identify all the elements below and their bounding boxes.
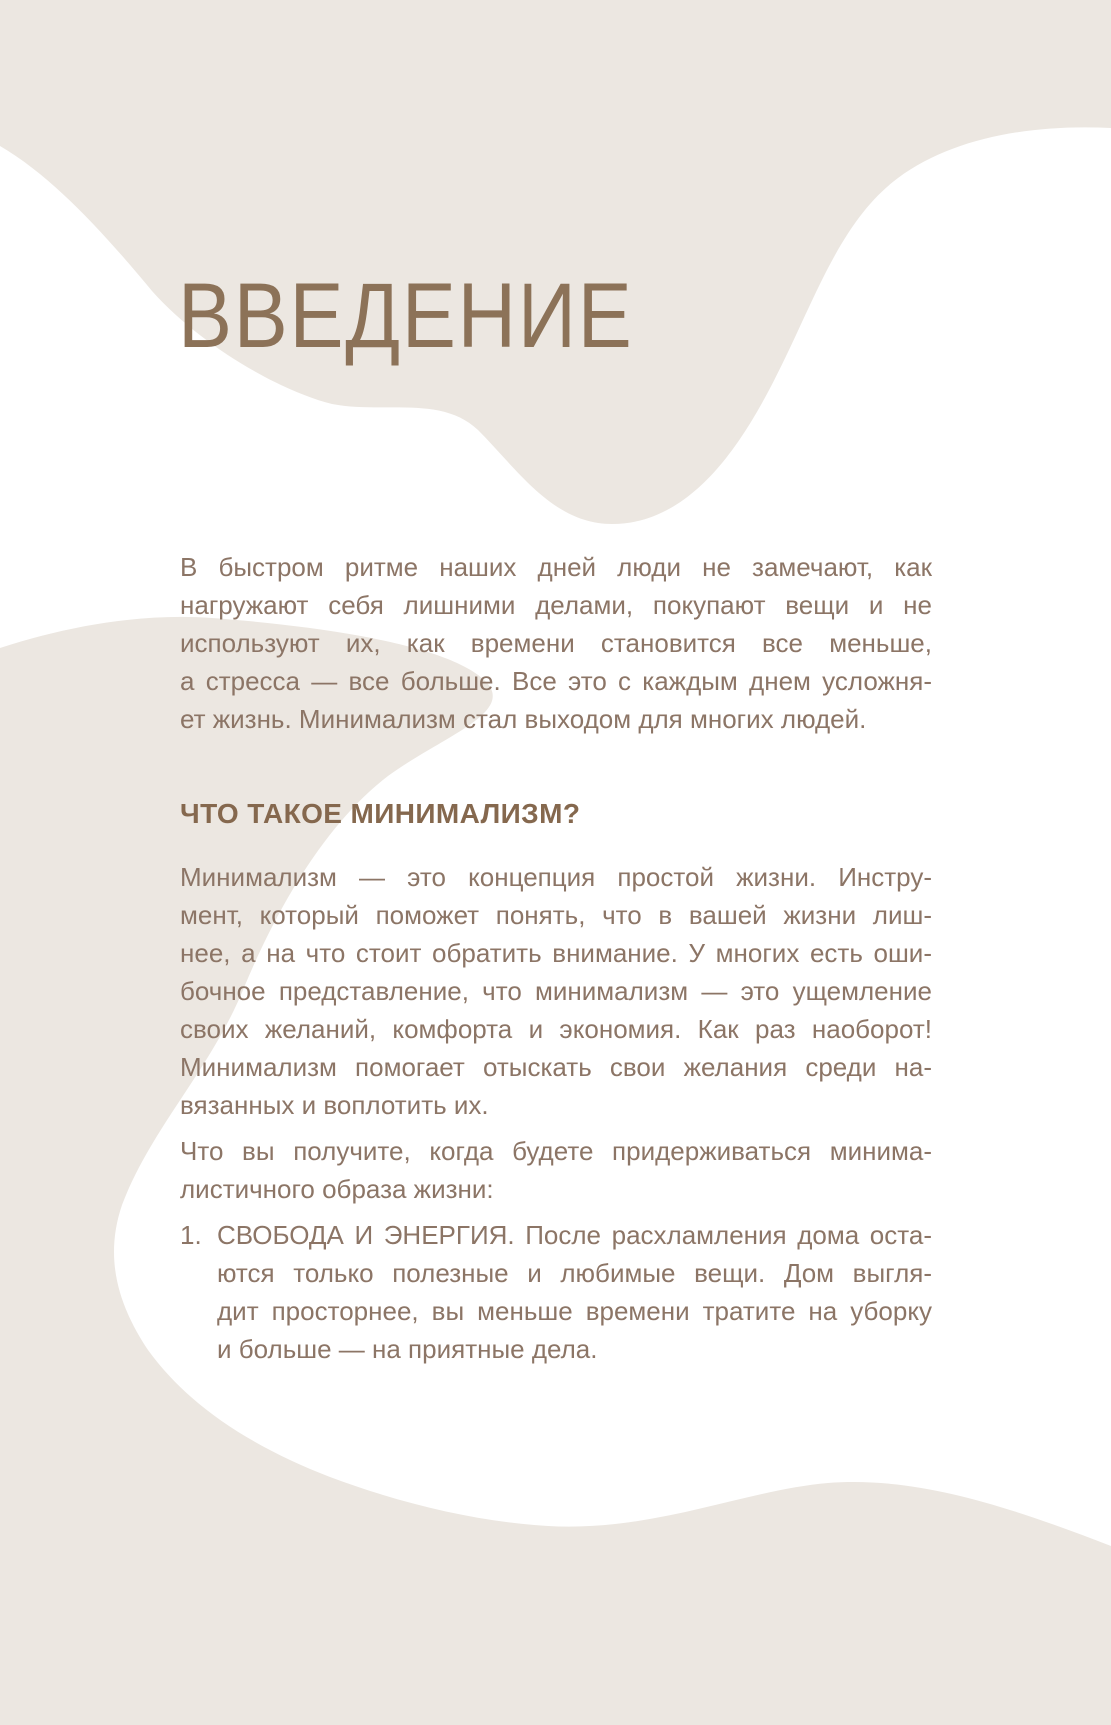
benefits-list xyxy=(180,1216,932,1368)
definition-paragraph-line: нее, а на что стоит обратить внимание. У многих есть оши- xyxy=(180,938,932,968)
definition-paragraph-line: вязанных и воплотить их. xyxy=(180,1090,489,1120)
intro-paragraph xyxy=(180,548,932,738)
intro-paragraph-line: ет жизнь. Минимализм стал выходом для многих людей. xyxy=(180,704,867,734)
benefits-intro-paragraph xyxy=(180,1132,932,1208)
definition-paragraph-line: своих желаний, комфорта и экономия. Как раз наоборот! xyxy=(180,1014,932,1044)
list-item-number: 1. xyxy=(180,1220,202,1250)
definition-paragraph-line: мент, который поможет понять, что в вашей жизни лиш- xyxy=(180,900,932,930)
list-item-line: ются только полезные и любимые вещи. Дом выгля- xyxy=(217,1258,932,1288)
page-title: ВВЕДЕНИЕ xyxy=(178,265,634,367)
intro-paragraph-line: В быстром ритме наших дней люди не замечают, как xyxy=(180,552,932,582)
intro-paragraph-line: нагружают себя лишними делами, покупают вещи и не xyxy=(180,590,932,620)
benefits-intro-line: Что вы получите, когда будете придерживаться минима- xyxy=(180,1136,932,1166)
list-item-content xyxy=(217,1216,932,1368)
list-item-1 xyxy=(180,1216,932,1368)
list-item-line: дит просторнее, вы меньше времени тратите на уборку xyxy=(217,1296,932,1326)
intro-paragraph-line: а стресса — все больше. Все это с каждым днем усложня- xyxy=(180,666,932,696)
list-item-line: СВОБОДА И ЭНЕРГИЯ. После расхламления дома оста- xyxy=(217,1220,932,1250)
definition-paragraph-line: Минимализм — это концепция простой жизни. Инстру- xyxy=(180,862,932,892)
definition-paragraph-line: бочное представление, что минимализм — это ущемление xyxy=(180,976,932,1006)
definition-paragraph xyxy=(180,858,932,1124)
intro-paragraph-line: используют их, как времени становится все меньше, xyxy=(180,628,932,658)
top-blob-shape xyxy=(0,0,1111,524)
definition-paragraph-line: Минимализм помогает отыскать свои желания среди на- xyxy=(180,1052,932,1082)
benefits-intro-line: листичного образа жизни: xyxy=(180,1174,494,1204)
list-item-line: и больше — на приятные дела. xyxy=(217,1334,598,1364)
section-heading: ЧТО ТАКОЕ МИНИМАЛИЗМ? xyxy=(180,798,581,829)
